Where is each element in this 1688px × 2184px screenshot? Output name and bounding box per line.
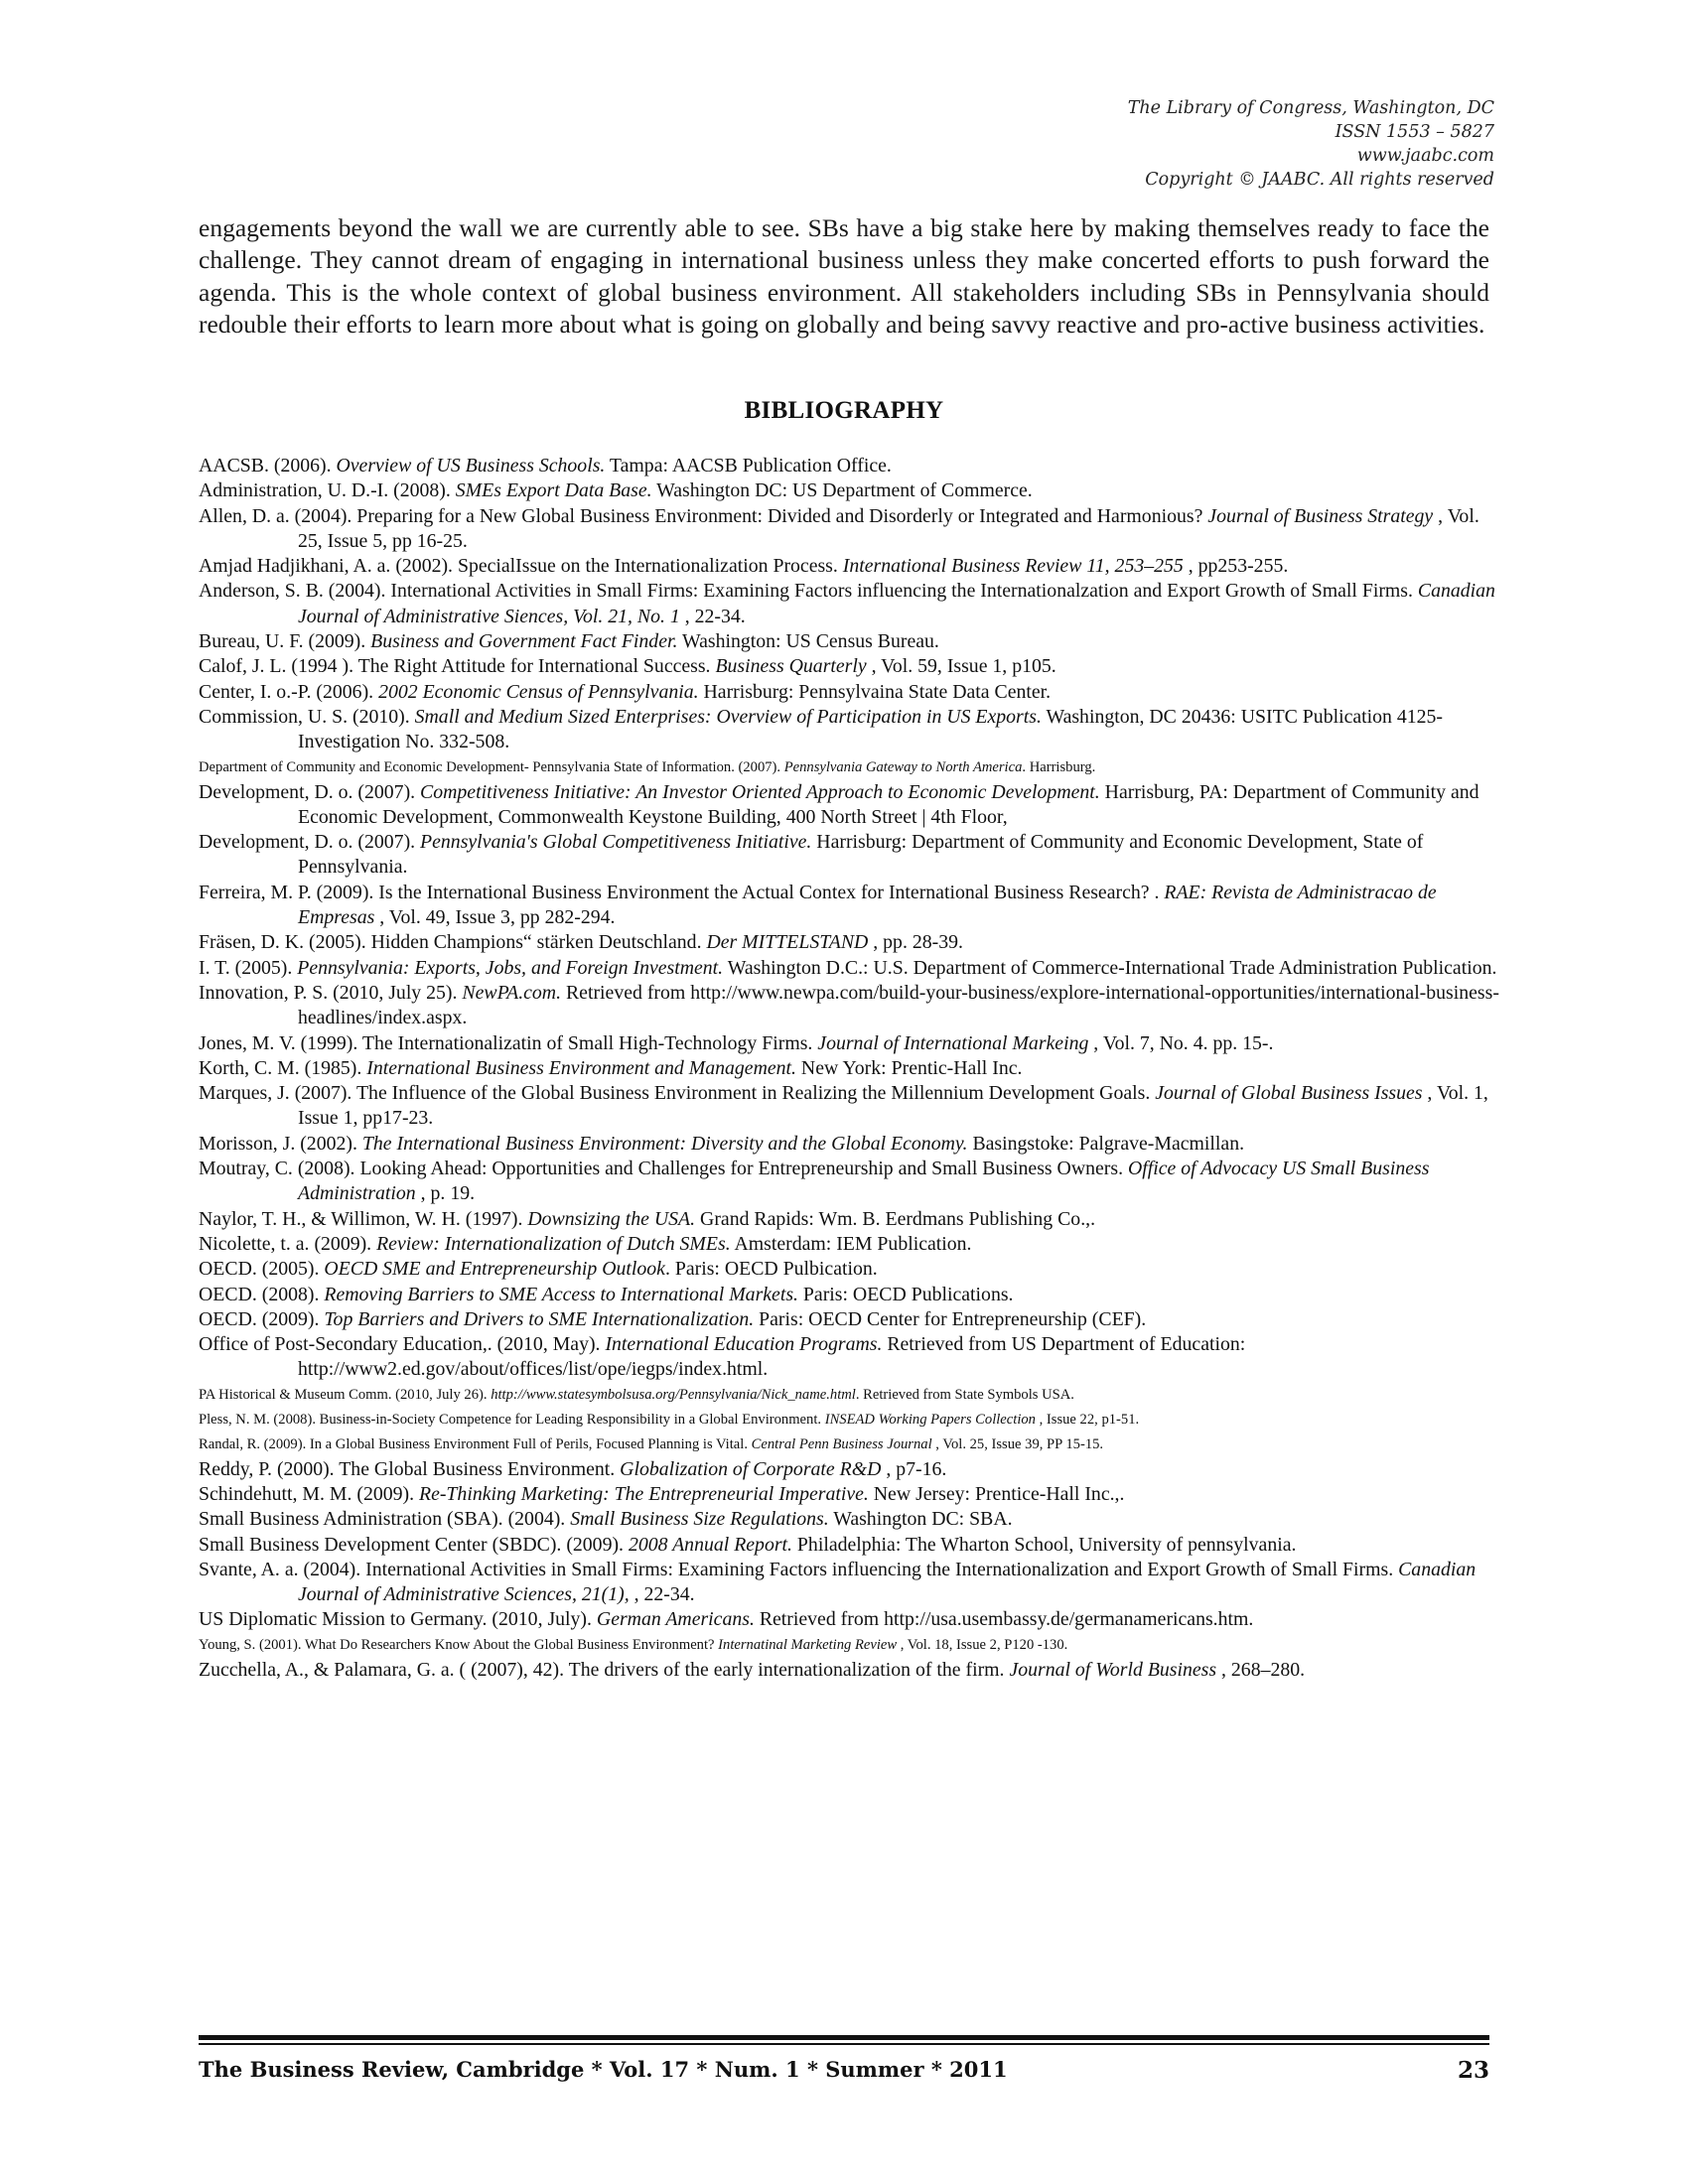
- bibliography-entry: [199, 1633, 1499, 1658]
- entry-details: , pp. 28-39.: [868, 931, 963, 954]
- entry-text: Marques, J. (2007). The Influence of the Global Business Environment in Realizing the Millennium Development Goals.: [199, 1082, 1156, 1105]
- entry-details: Harrisburg: Pennsylvaina State Data Center.: [698, 680, 1052, 703]
- footer-rule-thin: [199, 2043, 1489, 2045]
- bibliography-entry: [199, 1232, 1499, 1257]
- entry-title: Der MITTELSTAND: [706, 931, 869, 954]
- entry-details: , Vol. 18, Issue 2, P120 -130.: [897, 1636, 1068, 1653]
- entry-text: Pless, N. M. (2008). Business-in-Society Competence for Leading Responsibility in a Global Environment.: [199, 1411, 825, 1428]
- bibliography-entry: [199, 930, 1499, 955]
- entry-title: RAE: Revista de Administracao de Empresas: [298, 881, 1437, 929]
- entry-title: OECD SME and Entrepreneurship Outlook: [324, 1258, 665, 1281]
- bibliography-entry: [199, 629, 1499, 654]
- entry-details: Philadelphia: The Wharton School, University of pennsylvania.: [791, 1533, 1297, 1556]
- entry-title: Internatinal Marketing Review: [718, 1636, 898, 1653]
- entry-title: Review: Internationalization of Dutch SMEs.: [376, 1232, 731, 1255]
- bibliography-entry: [199, 1533, 1499, 1558]
- entry-details: Basingstoke: Palgrave-Macmillan.: [967, 1132, 1245, 1155]
- entry-details: Amsterdam: IEM Publication.: [730, 1232, 972, 1255]
- entry-title: Pennsylvania's Global Competitiveness Initiative.: [420, 831, 812, 854]
- entry-title: Journal of World Business: [1009, 1658, 1217, 1681]
- entry-details: Washington: US Census Bureau.: [677, 630, 939, 653]
- bibliography-entry: [199, 1081, 1499, 1132]
- entry-details: Paris: OECD Publications.: [797, 1283, 1014, 1305]
- entry-text: Morisson, J. (2002).: [199, 1132, 362, 1155]
- entry-title: Overview of US Business Schools.: [336, 455, 606, 477]
- entry-details: Retrieved from US Department of Education: http://www2.ed.gov/about/offices/list/ope/iegps/index.html.: [298, 1333, 1246, 1381]
- entry-details: Retrieved from http://www.newpa.com/build-your-business/explore-international-opportunities/international-business-headlines/index.aspx.: [298, 981, 1499, 1029]
- bibliography-entry: [199, 1257, 1499, 1282]
- entry-details: , p. 19.: [415, 1182, 476, 1205]
- entry-text: Center, I. o.-P. (2006).: [199, 680, 379, 703]
- entry-title: Business and Government Fact Finder.: [370, 630, 678, 653]
- entry-title: 2002 Economic Census of Pennsylvania.: [378, 680, 699, 703]
- entry-text: Department of Community and Economic Development- Pennsylvania State of Information. (2007).: [199, 758, 784, 775]
- entry-title: Canadian Journal of Administrative Siences, Vol. 21, No. 1: [298, 580, 1495, 627]
- bibliography-entry: [199, 1283, 1499, 1307]
- bibliography-entry: [199, 1132, 1499, 1157]
- entry-details: New Jersey: Prentice-Hall Inc.,.: [868, 1482, 1125, 1505]
- bibliography-entry: [199, 1157, 1499, 1207]
- entry-details: , Vol. 7, No. 4. pp. 15-.: [1088, 1031, 1274, 1054]
- entry-title: Central Penn Business Journal: [751, 1435, 932, 1452]
- header-issn: ISSN 1553 – 5827: [1335, 122, 1494, 142]
- bibliography-entry: [199, 1383, 1499, 1408]
- entry-text: Reddy, P. (2000). The Global Business Environment.: [199, 1457, 621, 1480]
- bibliography-entry: [199, 1507, 1499, 1532]
- entry-text: Amjad Hadjikhani, A. a. (2002). SpecialIssue on the Internationalization Process.: [199, 555, 843, 578]
- entry-details: Washington DC: SBA.: [828, 1508, 1013, 1531]
- entry-title: Pennsylvania: Exports, Jobs, and Foreign Investment.: [297, 956, 724, 979]
- bibliography-entry: [199, 1207, 1499, 1232]
- entry-text: OECD. (2005).: [199, 1258, 325, 1281]
- intro-paragraph: engagements beyond the wall we are currently able to see. SBs have a big stake here by making themselves ready to face the challenge. They cannot dream of engaging in international business unless they make concerted efforts to push forward the agenda. This is the whole context of global business environment. All stakeholders including SBs in Pennsylvania should redouble their efforts to learn more about what is going on globally and being savvy reactive and pro-active business activities.: [199, 213, 1489, 339]
- entry-details: . Paris: OECD Pulbication.: [664, 1258, 878, 1281]
- entry-text: Anderson, S. B. (2004). International Activities in Small Firms: Examining Factors influencing the Internationalzation and Export Growth of Small Firms.: [199, 580, 1418, 603]
- bibliography-entry: [199, 680, 1499, 705]
- entry-title: Journal of Global Business Issues: [1155, 1082, 1423, 1105]
- entry-details: . Retrieved from State Symbols USA.: [855, 1386, 1074, 1403]
- entry-details: , Vol. 59, Issue 1, p105.: [866, 655, 1056, 678]
- entry-details: , 268–280.: [1216, 1658, 1306, 1681]
- entry-title: German Americans.: [596, 1608, 755, 1631]
- bibliography-entry: [199, 1658, 1499, 1683]
- entry-text: Administration, U. D.-I. (2008).: [199, 479, 456, 502]
- footer-rule-thick: [199, 2035, 1489, 2040]
- bibliography-entry: [199, 780, 1499, 831]
- entry-text: Jones, M. V. (1999). The Internationalizatin of Small High-Technology Firms.: [199, 1031, 818, 1054]
- entry-title: NewPA.com.: [462, 981, 562, 1004]
- entry-text: Small Business Administration (SBA). (2004).: [199, 1508, 571, 1531]
- entry-text: PA Historical & Museum Comm. (2010, July 26).: [199, 1386, 492, 1403]
- entry-details: , Issue 22, p1-51.: [1035, 1411, 1140, 1428]
- header-website: www.jaabc.com: [1356, 146, 1494, 166]
- entry-details: Paris: OECD Center for Entrepreneurship (CEF).: [754, 1307, 1147, 1330]
- entry-text: US Diplomatic Mission to Germany. (2010, July).: [199, 1608, 597, 1631]
- bibliography-entry: [199, 1433, 1499, 1457]
- entry-details: Washington DC: US Department of Commerce.: [651, 479, 1033, 502]
- bibliography-entry: [199, 1558, 1499, 1608]
- entry-text: Naylor, T. H., & Willimon, W. H. (1997).: [199, 1207, 528, 1230]
- entry-title: Downsizing the USA.: [527, 1207, 696, 1230]
- entry-text: Calof, J. L. (1994 ). The Right Attitude for International Success.: [199, 655, 716, 678]
- entry-title: Removing Barriers to SME Access to International Markets.: [324, 1283, 798, 1305]
- entry-title: Small and Medium Sized Enterprises: Overview of Participation in US Exports.: [414, 705, 1042, 728]
- entry-details: Washington, DC 20436: USITC Publication 4125- Investigation No. 332-508.: [298, 705, 1444, 753]
- entry-title: International Business Review 11, 253–255: [842, 555, 1184, 578]
- entry-details: Retrieved from http://usa.usembassy.de/germanamericans.htm.: [754, 1608, 1254, 1631]
- bibliography-entry: [199, 579, 1499, 629]
- entry-text: OECD. (2009).: [199, 1307, 325, 1330]
- entry-details: , 22-34.: [679, 605, 746, 627]
- entry-title: Canadian Journal of Administrative Sciences, 21(1),: [298, 1558, 1477, 1606]
- entry-details: , Vol. 1, Issue 1, pp17-23.: [298, 1082, 1488, 1130]
- entry-text: Fräsen, D. K. (2005). Hidden Champions“ stärken Deutschland.: [199, 931, 707, 954]
- entry-text: AACSB. (2006).: [199, 455, 337, 477]
- bibliography-entry: [199, 504, 1499, 555]
- entry-details: . Harrisburg.: [1022, 758, 1096, 775]
- bibliography-entry: [199, 1031, 1499, 1056]
- entry-title: International Education Programs.: [605, 1333, 883, 1356]
- entry-title: The International Business Environment: Diversity and the Global Economy.: [361, 1132, 968, 1155]
- bibliography-entry: [199, 881, 1499, 931]
- entry-text: Randal, R. (2009). In a Global Business Environment Full of Perils, Focused Planning is Vital.: [199, 1435, 752, 1452]
- intro-paragraph-container: [199, 212, 1489, 341]
- entry-title: Top Barriers and Drivers to SME Internationalization.: [324, 1307, 755, 1330]
- entry-text: Schindehutt, M. M. (2009).: [199, 1482, 419, 1505]
- entry-text: Zucchella, A., & Palamara, G. a. ( (2007), 42). The drivers of the early internationalization of the firm.: [199, 1658, 1010, 1681]
- entry-details: , p7-16.: [881, 1457, 947, 1480]
- bibliography-list: [199, 454, 1499, 1683]
- entry-text: Office of Post-Secondary Education,. (2010, May).: [199, 1333, 606, 1356]
- entry-title: 2008 Annual Report.: [628, 1533, 792, 1556]
- bibliography-entry: [199, 705, 1499, 755]
- header-library: The Library of Congress, Washington, DC: [1127, 98, 1494, 118]
- bibliography-entry: [199, 1332, 1499, 1383]
- bibliography-entry: [199, 1457, 1499, 1482]
- bibliography-entry: [199, 956, 1499, 981]
- entry-title: International Business Environment and Management.: [366, 1056, 796, 1079]
- entry-text: Korth, C. M. (1985).: [199, 1056, 367, 1079]
- entry-title: Re-Thinking Marketing: The Entrepreneurial Imperative.: [418, 1482, 869, 1505]
- bibliography-entry: [199, 830, 1499, 881]
- entry-title: INSEAD Working Papers Collection: [824, 1411, 1036, 1428]
- entry-details: , 22-34.: [629, 1583, 695, 1606]
- entry-text: Small Business Development Center (SBDC). (2009).: [199, 1533, 629, 1556]
- entry-title: Competitiveness Initiative: An Investor Oriented Approach to Economic Development.: [420, 780, 1100, 803]
- entry-details: Washington D.C.: U.S. Department of Commerce-International Trade Administration Publication.: [723, 956, 1497, 979]
- footer: [199, 2057, 1489, 2082]
- entry-title: Office of Advocacy US Small Business Administration: [298, 1158, 1430, 1205]
- bibliography-entry: [199, 755, 1499, 780]
- journal-header: [899, 96, 1494, 192]
- entry-title: SMEs Export Data Base.: [455, 479, 652, 502]
- page-number: 23: [1457, 2057, 1489, 2084]
- entry-text: I. T. (2005).: [199, 956, 298, 979]
- entry-text: OECD. (2008).: [199, 1283, 325, 1305]
- entry-text: Svante, A. a. (2004). International Activities in Small Firms: Examining Factors influencing the Internationalization and Export Growth of Small Firms.: [199, 1558, 1399, 1580]
- entry-title: Globalization of Corporate R&D: [620, 1457, 882, 1480]
- bibliography-entry: [199, 1482, 1499, 1507]
- bibliography-entry: [199, 981, 1499, 1031]
- bibliography-entry: [199, 1607, 1499, 1632]
- bibliography-entry: [199, 1307, 1499, 1332]
- bibliography-entry: [199, 1056, 1499, 1081]
- entry-details: Grand Rapids: Wm. B. Eerdmans Publishing Co.,.: [695, 1207, 1096, 1230]
- entry-text: Commission, U. S. (2010).: [199, 705, 415, 728]
- bibliography-entry: [199, 478, 1499, 503]
- entry-text: Development, D. o. (2007).: [199, 780, 421, 803]
- entry-details: , Vol. 25, Issue 39, PP 15-15.: [931, 1435, 1104, 1452]
- entry-text: Bureau, U. F. (2009).: [199, 630, 371, 653]
- bibliography-entry: [199, 454, 1499, 478]
- entry-title: Small Business Size Regulations.: [570, 1508, 829, 1531]
- bibliography-entry: [199, 1408, 1499, 1433]
- entry-text: Allen, D. a. (2004). Preparing for a New Global Business Environment: Divided and Disorderly or Integrated and Harmonious?: [199, 504, 1208, 527]
- entry-title: Journal of Business Strategy: [1207, 504, 1434, 527]
- entry-text: Moutray, C. (2008). Looking Ahead: Opportunities and Challenges for Entrepreneurship and Small Business Owners.: [199, 1158, 1128, 1180]
- bibliography-entry: [199, 554, 1499, 579]
- entry-details: Harrisburg, PA: Department of Community and Economic Development, Commonwealth Keystone Building, 400 North Street | 4th Floor,: [298, 780, 1479, 828]
- entry-text: Innovation, P. S. (2010, July 25).: [199, 981, 463, 1004]
- entry-details: , pp253-255.: [1183, 555, 1289, 578]
- entry-details: , Vol. 49, Issue 3, pp 282-294.: [374, 906, 616, 929]
- entry-text: Ferreira, M. P. (2009). Is the International Business Environment the Actual Contex for International Business Research? .: [199, 881, 1165, 903]
- entry-text: Nicolette, t. a. (2009).: [199, 1232, 377, 1255]
- footer-journal-info: The Business Review, Cambridge * Vol. 17 * Num. 1 * Summer * 2011: [199, 2057, 1008, 2082]
- entry-title: Business Quarterly: [715, 655, 867, 678]
- bibliography-heading: BIBLIOGRAPHY: [744, 397, 944, 424]
- entry-text: Development, D. o. (2007).: [199, 831, 421, 854]
- entry-details: Tampa: AACSB Publication Office.: [605, 455, 892, 477]
- entry-title: http://www.statesymbolsusa.org/Pennsylvania/Nick_name.html: [491, 1386, 856, 1403]
- entry-title: Pennsylvania Gateway to North America: [783, 758, 1023, 775]
- entry-details: , Vol. 25, Issue 5, pp 16-25.: [298, 504, 1479, 552]
- header-copyright: Copyright © JAABC. All rights reserved: [1145, 170, 1494, 190]
- bibliography-entry: [199, 654, 1499, 679]
- entry-text: Young, S. (2001). What Do Researchers Know About the Global Business Environment?: [199, 1636, 719, 1653]
- entry-details: Harrisburg: Department of Community and Economic Development, State of Pennsylvania.: [298, 831, 1424, 879]
- entry-details: New York: Prentic-Hall Inc.: [795, 1056, 1023, 1079]
- entry-title: Journal of International Markeing: [817, 1031, 1089, 1054]
